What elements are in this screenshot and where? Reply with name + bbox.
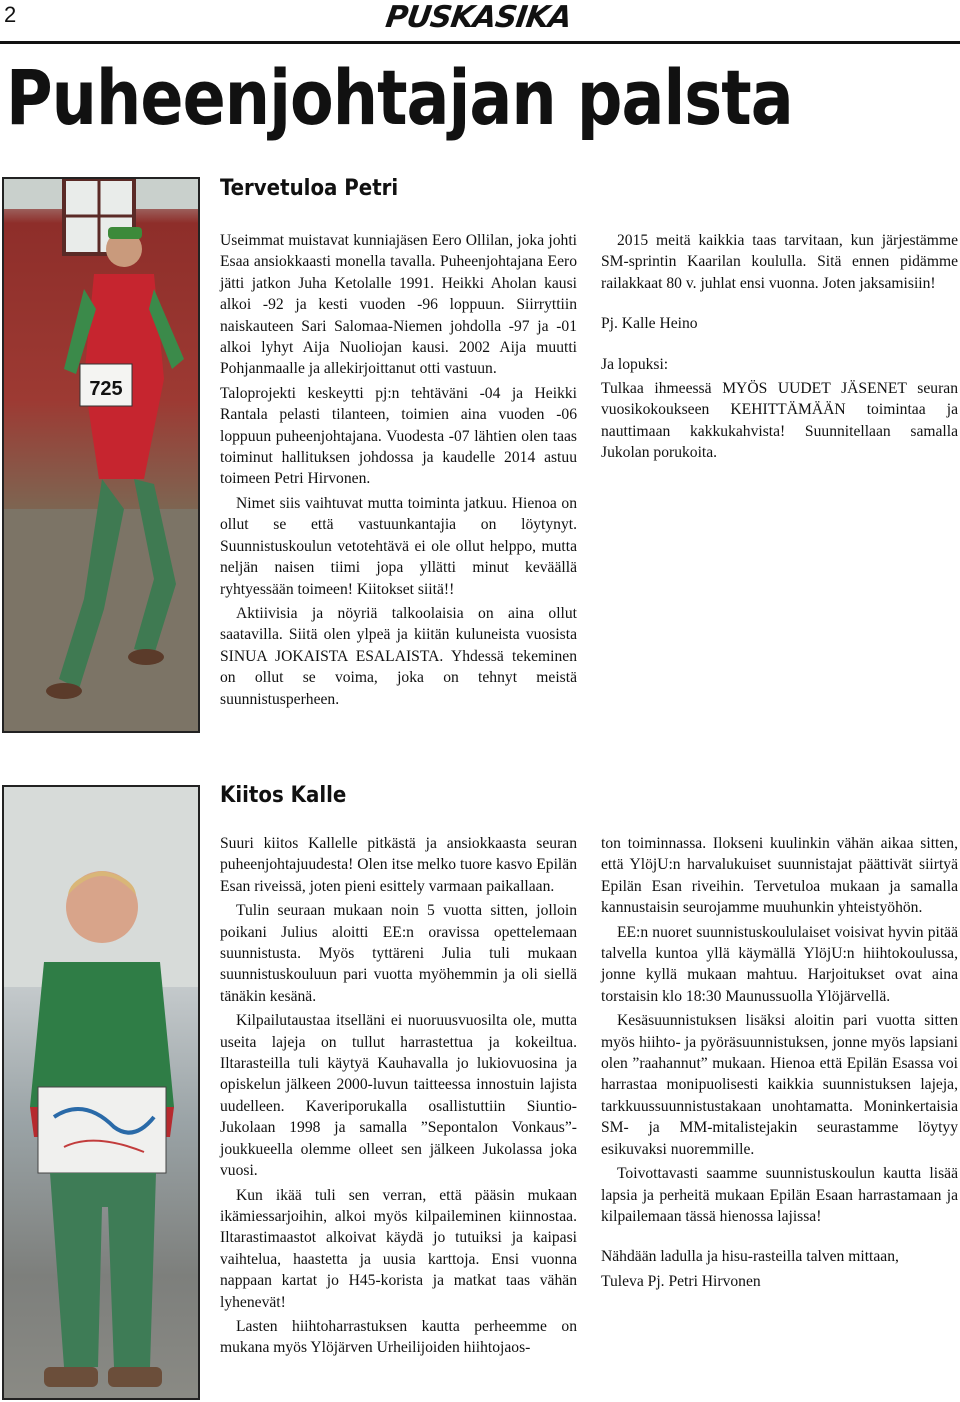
portrait-photo — [2, 785, 200, 1400]
paragraph: Kun ikää tuli sen verran, että pääsin mukaan ikämiessarjoihin, alkoi myös kilpaileminen kiinnostaa. Iltarastimaastot alkoivat käydä jo tutuiksi ja kaipasi vaihtelua, haastetta ja uusia karttoja. Ensi vuonna nappaan kartat jo H45-korista ja matkat taas vähän lyhenevät! — [220, 1186, 577, 1311]
bib-number: 725 — [89, 378, 123, 400]
runner-photo — [2, 177, 200, 733]
section1-column1 — [220, 230, 577, 713]
paragraph: Tulin seuraan mukaan noin 5 vuotta sitten, jolloin poikani Julius aloitti EE:n oravissa opettelemaan suunnistusta. Myös tyttäreni Julia tuli mukaan suunnistuskouluun pari vuotta myöhemmin ja oli siellä tänäkin kesänä. — [220, 902, 577, 1005]
paragraph: Suuri kiitos Kallelle pitkästä ja ansiokkaasta seuran puheenjohtajuudesta! Olen itse melko tuore kasvo Epilän Esan riveissä, joten pieni esittely varmaan paikallaan. — [220, 835, 577, 895]
paragraph: Taloprojekti keskeytti pj:n tehtäväni -04 ja Heikki Rantala pelasti tilanteen, toimien aina vuoden -06 loppuun puheenjohtajana. Vuodesta -07 lähtien olen taas toiminut hallituksen johdossa ja kaudelle 2014 astuu toimeen Petri Hirvonen. — [220, 384, 577, 488]
paragraph: Lasten hiihtoharrastuksen kautta perheemme on mukana myös Ylöjärven Urheilijoiden hiihtojaos- — [220, 1317, 577, 1357]
header-rule — [0, 41, 960, 44]
portrait-photo-art — [4, 787, 200, 1400]
paragraph: EE:n nuoret suunnistuskoululaiset voisivat hyvin pitää talvella kuntoa yllä käymällä YlöjU:n hiihtokoulussa, jonne kyllä mukaan mahtuu. Harjoitukset ovat aina torstaisin klo 18:30 Maunussuolla Ylöjärvellä. — [601, 923, 958, 1005]
paragraph: 2015 meitä kaikkia taas tarvitaan, kun järjestämme SM-sprintin Kaarilan koululla. Sitä ennen pidämme railakkaat 80 v. juhlat ensi vuonna. Joten jaksamisiin! — [601, 232, 958, 292]
paragraph: Kilpailutaustaa itselläni ei nuoruusvuosilta ole, mutta useita lajeja on tullut harrastettua ja kokeiltua. Iltarasteilla tuli käytyä Kauhavalla jo lukiovuosina ja opiskelun jälkeen 2000-luvun taitteessa innostuin lajista uudelleen. Kaveriporukalla osallistuttiin Siuntio-Jukolaan 1998 ja samalla ”Sepontalon Vonkaus”-joukkueella olemme olleet sen jälkeen Jukolassa joka vuosi. — [220, 1012, 577, 1180]
closing-line: Nähdään ladulla ja hisu-rasteilla talven mittaan, — [601, 1248, 899, 1266]
paragraph: Kesäsuunnistuksen lisäksi aloitin pari vuotta sitten myös hiihto- ja pyöräsuunnistuksen, jonne myös lapsiani olen ”raahannut” mukaan. Hienoa että Epilän Esassa voi harrastaa monipuolisesti kaikkia suunnistuksen lajeja, tarkkuussuunnistustakaan unohtamatta. Moninkertaisia SM- ja MM-mitalistejakin seurastamme löytyy esikuvaksi nuoremmille. — [601, 1012, 958, 1158]
runner-photo-art — [4, 179, 200, 733]
section2-column2 — [601, 833, 958, 1295]
magazine-logo: PUSKASIKA — [383, 0, 574, 35]
page-number: 2 — [4, 2, 17, 27]
paragraph: Tulkaa ihmeessä MYÖS UUDET JÄSENET seuran vuosikokoukseen KEHITTÄMÄÄN toimintaa ja nauttimaan kakkukahvista! Suunnitellaan samalla Jukolan porukoita. — [601, 380, 958, 462]
paragraph: Ja lopuksi: — [601, 355, 669, 373]
paragraph: ton toiminnassa. Ilokseni kuulinkin vähän aikaa sitten, että YlöjU:n harvalukuiset suunnistajat päättivät siirtyä Epilän Esan riveihin. Tervetuloa mukaan ja samalla kannustaisin seurojamme muuhunkin yhteistyöhön. — [601, 835, 958, 917]
paragraph: Toivottavasti saamme suunnistuskoulun kautta lisää lapsia ja perheitä mukaan Epilän Esaan harrastamaan ja kilpailemaan tässä hienossa lajissa! — [601, 1165, 958, 1225]
section2-column1 — [220, 833, 577, 1362]
section-title-tervetuloa: Tervetuloa Petri — [220, 176, 399, 201]
signature: Tuleva Pj. Petri Hirvonen — [601, 1272, 761, 1290]
paragraph: Nimet siis vaihtuvat mutta toiminta jatkuu. Hienoa on ollut se että vastuunkantajia on löytynyt. Suunnistuskoulun vetotehtävä ei ole ollut helppo, mutta neljän naisen tiimi jopa yllätti minut keväällä ryhtyessään toimeen! Kiitokset siitä!! — [220, 494, 577, 598]
section1-column2 — [601, 230, 958, 467]
section-title-kiitos: Kiitos Kalle — [220, 783, 347, 808]
paragraph: Useimmat muistavat kunniajäsen Eero Ollilan, joka johti Esaa ansiokkaasti monella tavalla. Puheenjohtajana Eero jätti jatkon Juha Ketolalle 1991. Heikki Aholan kausi alkoi -92 ja kesti vuoden -96 loppuun. Siirryttiin naiskauteen Sari Salomaa-Niemen johdolla -97 ja -01 alkoi lyhyt Aija Nuoliojan kausi. 2002 Aija muutti Pohjanmaalle ja allekirjoittanut otti vastuun. — [220, 232, 577, 378]
signature: Pj. Kalle Heino — [601, 315, 698, 333]
paragraph: Aktiivisia ja nöyriä talkoolaisia on aina ollut saatavilla. Siitä olen ylpeä ja kiitän kuluneista vuosista SINUA JOKAISTA ESALAISTA. Yhdessä tekeminen on ollut se voima, joka on tehnyt meistä suunnistusperheen. — [220, 604, 577, 708]
page-headline: Puheenjohtajan palsta — [6, 53, 793, 142]
